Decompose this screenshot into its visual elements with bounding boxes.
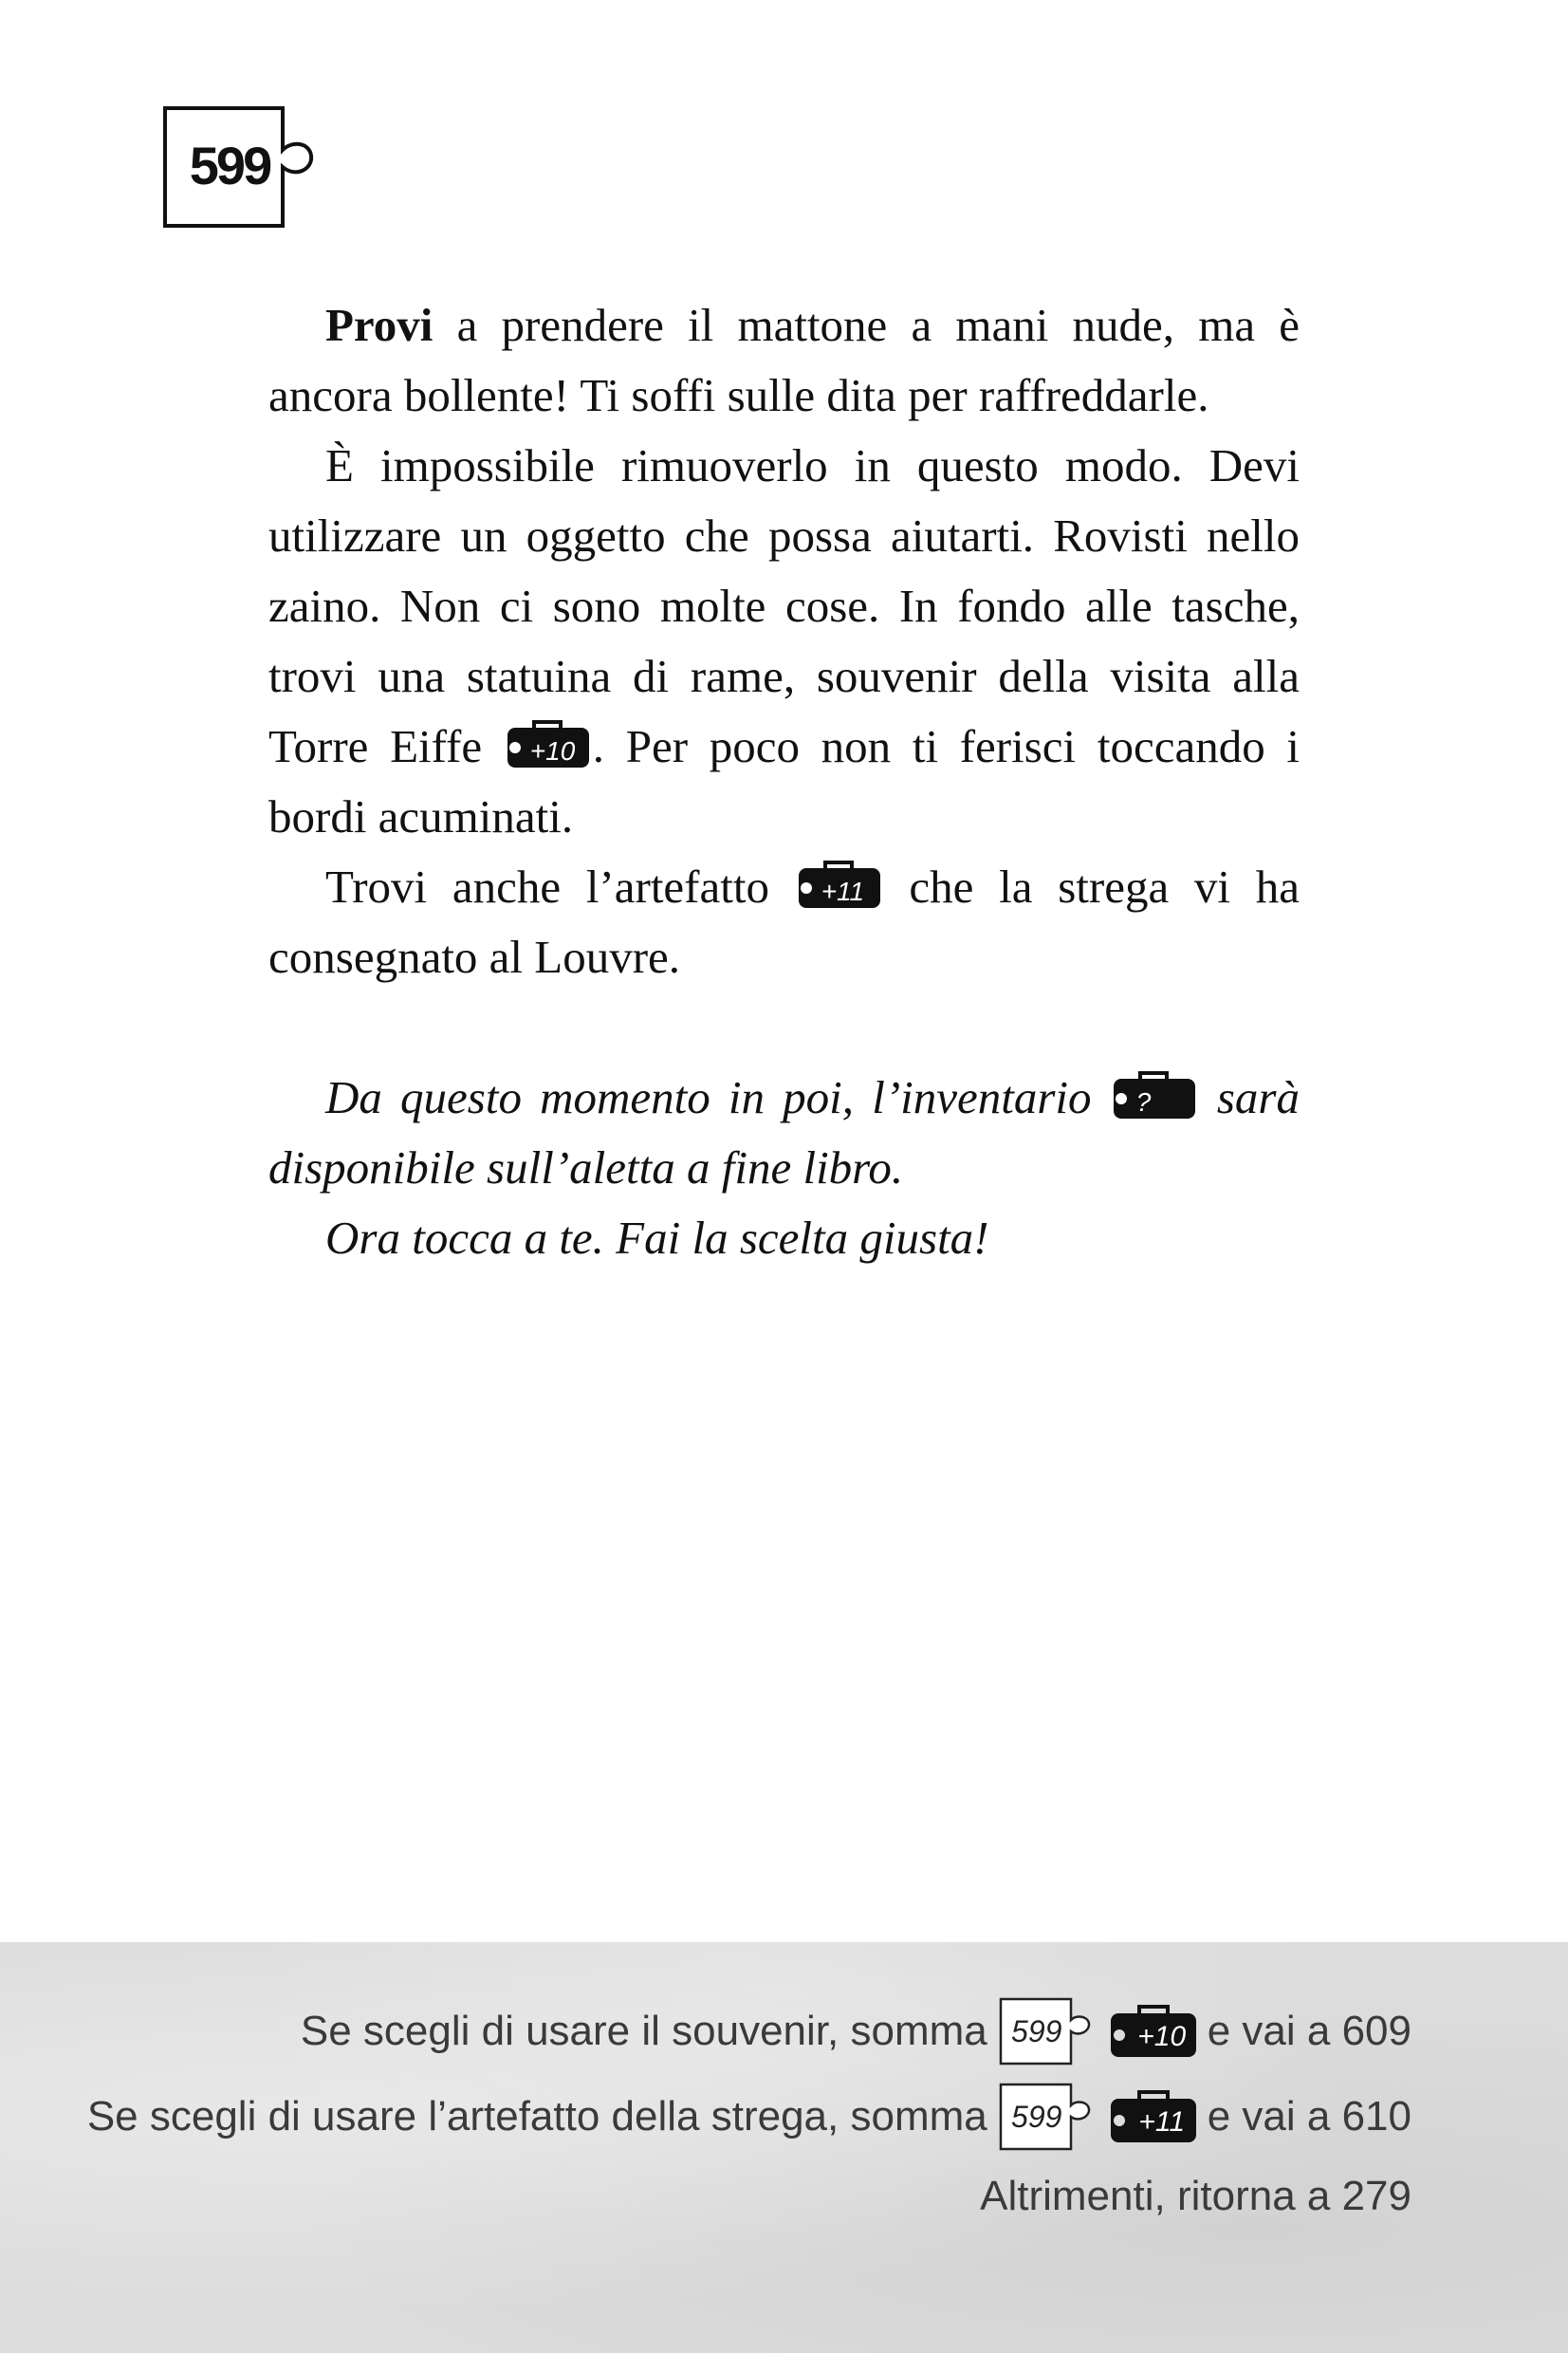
choice-2-puzzle-badge [999, 2083, 1098, 2151]
inventory-bag-icon [1112, 1071, 1197, 1121]
choice-1-bag-label: +10 [1137, 2021, 1187, 2052]
choice-2-text-before: Se scegli di usare l’artefatto della strega, somma [86, 2093, 987, 2140]
paragraph-3-text-b: che la strega vi ha consegnato al Louvre. [268, 861, 1301, 983]
choices-footer [0, 1942, 1568, 2353]
paragraph-4-text-a: Da questo momento in poi, l’inventario [325, 1071, 1110, 1123]
choice-1-text-before: Se scegli di usare il souvenir, somma [300, 2008, 987, 2054]
artifact-bag-label: +11 [821, 877, 865, 906]
section-number: 599 [189, 136, 270, 195]
paragraph-4 [268, 1063, 1300, 1203]
paragraph-3-text-a: Trovi anche l’artefatto [325, 861, 795, 913]
choice-2-text-after: e vai a 610 [1207, 2093, 1411, 2140]
souvenir-bag-label: +10 [529, 736, 576, 766]
paragraph-4-text-b: sarà disponibile sull’aletta a fine libro. [268, 1071, 1300, 1194]
paragraph-1-text: a prendere il mattone a mani nude, ma è ancora bollente! Ti soffi sulle dita per raffreddarle. [268, 299, 1300, 421]
paragraph-2-text-b: . Per poco non ti ferisci toccando i bordi acuminati. [268, 720, 1300, 843]
paragraph-2 [268, 431, 1300, 852]
artifact-bag-icon [797, 861, 882, 910]
choice-2-bag-label: +11 [1138, 2106, 1186, 2138]
paragraph-2-text-a: È impossibile rimuoverlo in questo modo. Devi utilizzare un oggetto che possa aiutarti. Rovisti nello zaino. Non ci sono molte cose. In fondo alle tasche, trovi una statuina di rame, souvenir della visita alla Torre Eiffe [268, 439, 1300, 772]
paragraph-5: Ora tocca a te. Fai la scelta giusta! [325, 1212, 989, 1264]
choice-artifact[interactable] [87, 2083, 1411, 2151]
souvenir-bag-icon [506, 720, 591, 769]
choice-souvenir[interactable] [301, 1997, 1411, 2066]
inventory-bag-label: ? [1135, 1087, 1152, 1117]
choice-1-badge-number: 599 [1011, 2014, 1062, 2048]
paragraph-3 [268, 852, 1300, 992]
choice-1-text-after: e vai a 609 [1207, 2008, 1411, 2054]
choice-2-bag-icon [1109, 2089, 1198, 2144]
paragraph-1 [268, 290, 1300, 431]
choice-otherwise[interactable] [980, 2168, 1411, 2225]
paragraph-1-bold: Provi [325, 299, 434, 351]
choice-2-badge-number: 599 [1011, 2100, 1062, 2134]
section-number-badge [163, 106, 334, 230]
choice-3-text: Altrimenti, ritorna a 279 [980, 2173, 1411, 2219]
story-text [268, 290, 1300, 1273]
choice-1-puzzle-badge [999, 1997, 1098, 2066]
choice-1-bag-icon [1109, 2004, 1198, 2059]
